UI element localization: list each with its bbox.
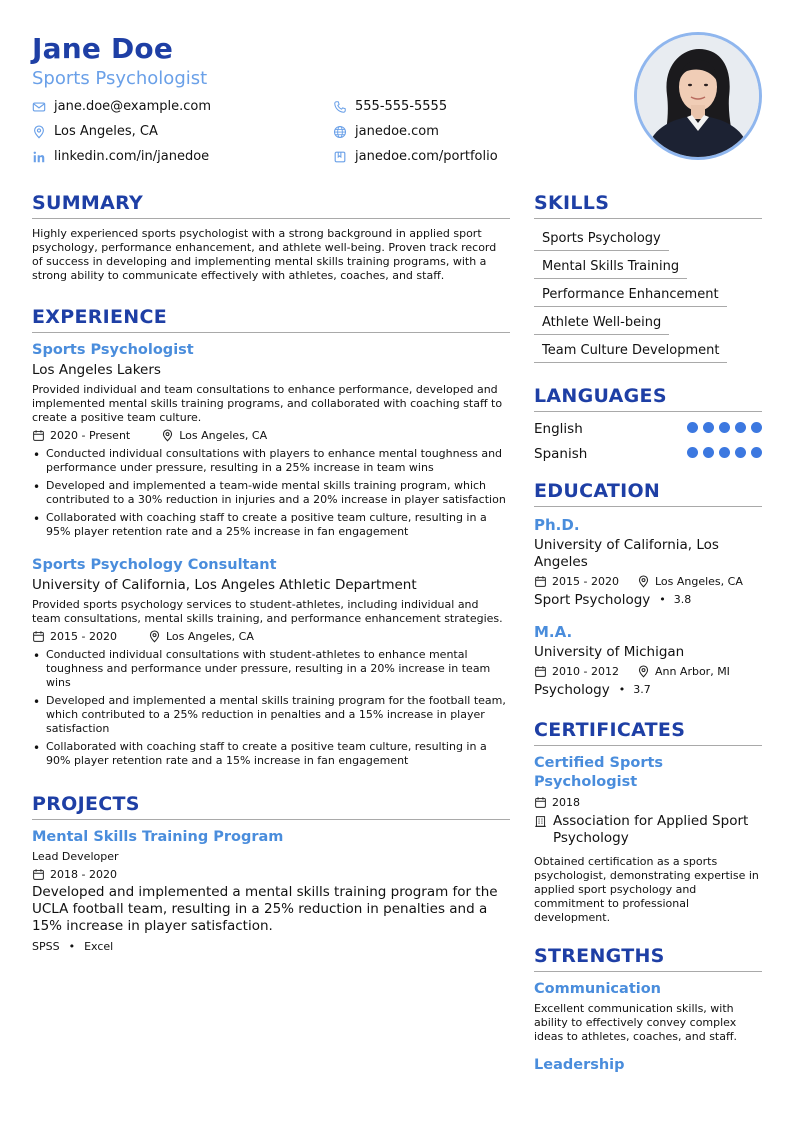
contact-phone[interactable] <box>333 97 613 116</box>
summary-section <box>32 191 510 283</box>
candidate-title: Sports Psychologist <box>32 68 208 89</box>
location-pin-icon <box>148 630 161 643</box>
education-gpa: 3.8 <box>673 593 692 606</box>
certificate-meta <box>534 795 762 810</box>
skill-tag: Sports Psychology <box>534 230 669 251</box>
profile-photo-illustration <box>637 35 759 157</box>
linkedin-icon <box>32 150 46 164</box>
project-entry <box>32 828 510 954</box>
job-achievements <box>32 447 510 539</box>
location-pin-icon <box>637 575 650 588</box>
certificate-description: Obtained certification as a sports psychologist, demonstrating expertise in applied sport psychology and commitment to professional development. <box>534 855 759 924</box>
language-row <box>534 445 762 463</box>
education-section <box>534 479 762 699</box>
contact-location <box>32 122 333 141</box>
portfolio-icon <box>333 150 347 164</box>
language-row <box>534 420 762 438</box>
building-icon <box>534 815 547 828</box>
certificate-organization <box>534 813 762 847</box>
language-level-dots <box>682 420 762 438</box>
education-field-name: Sport Psychology <box>534 592 651 608</box>
project-dates: 2018 - 2020 <box>50 868 117 881</box>
tool-tag: Excel <box>84 940 114 953</box>
location-pin-icon <box>637 665 650 678</box>
level-dot <box>719 422 730 433</box>
language-level-dots <box>682 445 762 463</box>
education-field-name: Psychology <box>534 682 610 698</box>
language-name: English <box>534 421 583 437</box>
project-description: Developed and implemented a mental skills training program for the UCLA football team, resulting in a 25% reduction in penalties and a 15% increase in player satisfaction. <box>32 884 498 934</box>
profile-photo <box>634 32 762 160</box>
job-title: Sports Psychologist <box>32 342 194 358</box>
strength-entry <box>534 1056 762 1075</box>
location-pin-icon <box>161 429 174 442</box>
contact-email[interactable] <box>32 97 333 116</box>
email-icon <box>32 100 46 114</box>
website-text: janedoe.com <box>355 124 439 139</box>
calendar-icon <box>534 796 547 809</box>
experience-entry <box>32 556 510 768</box>
projects-heading: PROJECTS <box>32 792 510 820</box>
skill-tag: Performance Enhancement <box>534 286 727 307</box>
achievement-item: • Conducted individual consultations with players to enhance mental toughness and performance under pressure, resulting in a 25% increase in team wins <box>32 447 510 475</box>
job-location: Los Angeles, CA <box>165 630 254 643</box>
strengths-section <box>534 944 762 1075</box>
globe-icon <box>333 125 347 139</box>
level-dot <box>719 447 730 458</box>
achievement-item: • Developed and implemented a mental skills training program for the football team, which contributed to a 25% reduction in penalties and a 15% increase in player satisfaction <box>32 694 510 736</box>
certificates-section <box>534 718 762 925</box>
job-meta <box>32 629 510 644</box>
candidate-name: Jane Doe <box>32 32 174 65</box>
education-dates: 2015 - 2020 <box>552 575 619 588</box>
strength-description: Excellent communication skills, with ability to effectively convey complex ideas to athletes, coaches, and staff. <box>534 1002 738 1043</box>
project-tools: SPSS • Excel <box>32 940 114 953</box>
job-company: University of California, Los Angeles Athletic Department <box>32 577 417 593</box>
language-name: Spanish <box>534 446 588 462</box>
location-pin-icon <box>32 125 46 139</box>
education-meta <box>534 574 762 589</box>
education-entry <box>534 515 762 609</box>
linkedin-text: linkedin.com/in/janedoe <box>54 149 210 164</box>
job-dates: 2015 - 2020 <box>50 630 117 643</box>
languages-section <box>534 384 762 463</box>
contact-linkedin[interactable] <box>32 147 333 166</box>
achievement-item: • Developed and implemented a team-wide mental skills training program, which contributed to a 30% reduction in injuries and a 20% increase in player satisfaction <box>32 479 510 507</box>
education-field: Sport Psychology • 3.8 <box>534 592 692 608</box>
job-description: Provided sports psychology services to student-athletes, including individual and team consultations, mental skills training, and performance enhancement strategies. <box>32 598 503 625</box>
job-location: Los Angeles, CA <box>179 429 268 442</box>
certificate-organization-name: Association for Applied Sport Psychology <box>553 813 749 846</box>
summary-text: Highly experienced sports psychologist with a strong background in applied sport psychology, performance enhancement, and athlete well-being. Proven track record of success in developing and implementing mental skills training programs, with a strong ability to communicate effectively with athletes, coaches, and staff. <box>32 227 497 282</box>
project-title: Mental Skills Training Program <box>32 829 284 845</box>
experience-entry <box>32 341 510 539</box>
achievement-item: • Collaborated with coaching staff to create a positive team culture, resulting in a 90% player retention rate and a 15% increase in fan engagement <box>32 740 510 768</box>
strengths-heading: STRENGTHS <box>534 944 762 972</box>
education-entry <box>534 622 762 699</box>
level-dot <box>735 422 746 433</box>
contact-website[interactable] <box>333 122 613 141</box>
calendar-icon <box>32 429 45 442</box>
project-role: Lead Developer <box>32 850 119 863</box>
job-achievements <box>32 648 510 768</box>
education-location: Ann Arbor, MI <box>654 665 730 678</box>
certificate-year: 2018 <box>552 796 580 809</box>
skill-tag: Mental Skills Training <box>534 258 687 279</box>
education-degree: Ph.D. <box>534 516 580 534</box>
contact-portfolio[interactable] <box>333 147 613 166</box>
calendar-icon <box>32 630 45 643</box>
level-dot <box>735 447 746 458</box>
level-dot <box>687 422 698 433</box>
contact-list <box>32 97 612 166</box>
languages-heading: LANGUAGES <box>534 384 762 412</box>
achievement-item: • Collaborated with coaching staff to create a positive team culture, resulting in a 95% player retention rate and a 25% increase in fan engagement <box>32 511 510 539</box>
level-dot <box>703 422 714 433</box>
education-heading: EDUCATION <box>534 479 762 507</box>
job-company: Los Angeles Lakers <box>32 362 161 378</box>
achievement-item: • Conducted individual consultations with student-athletes to enhance mental toughness and performance under pressure, resulting in a 20% increase in team wins <box>32 648 510 690</box>
education-degree: M.A. <box>534 623 573 641</box>
education-location: Los Angeles, CA <box>654 575 743 588</box>
strength-title: Leadership <box>534 1057 625 1073</box>
certificate-entry <box>534 754 762 925</box>
location-text: Los Angeles, CA <box>54 124 158 139</box>
experience-heading: EXPERIENCE <box>32 305 510 333</box>
education-school: University of Michigan <box>534 644 685 660</box>
skill-tag: Team Culture Development <box>534 342 727 363</box>
job-title: Sports Psychology Consultant <box>32 557 277 573</box>
job-dates: 2020 - Present <box>50 429 131 442</box>
phone-text: 555-555-5555 <box>355 99 448 114</box>
summary-heading: SUMMARY <box>32 191 510 219</box>
skills-list <box>534 227 762 367</box>
certificate-title: Certified Sports Psychologist <box>534 755 664 790</box>
resume-header <box>32 31 612 166</box>
phone-icon <box>333 100 347 114</box>
project-meta <box>32 867 510 882</box>
education-field: Psychology • 3.7 <box>534 682 651 698</box>
tool-tag: SPSS <box>32 940 60 953</box>
education-dates: 2010 - 2012 <box>552 665 619 678</box>
level-dot <box>703 447 714 458</box>
level-dot <box>751 447 762 458</box>
education-meta <box>534 664 762 679</box>
job-description: Provided individual and team consultations to enhance performance, developed and implemented mental skills training programs, and collaborated with coaching staff to create a positive team culture. <box>32 383 503 424</box>
certificates-heading: CERTIFICATES <box>534 718 762 746</box>
projects-section <box>32 792 510 954</box>
level-dot <box>751 422 762 433</box>
skills-section <box>534 191 762 367</box>
job-meta <box>32 428 510 443</box>
education-school: University of California, Los Angeles <box>534 537 719 570</box>
calendar-icon <box>32 868 45 881</box>
skills-heading: SKILLS <box>534 191 762 219</box>
experience-section <box>32 305 510 768</box>
strength-title: Communication <box>534 981 662 997</box>
education-gpa: 3.7 <box>633 683 651 696</box>
email-text: jane.doe@example.com <box>54 99 212 114</box>
calendar-icon <box>534 665 547 678</box>
calendar-icon <box>534 575 547 588</box>
level-dot <box>687 447 698 458</box>
right-column <box>534 191 762 1075</box>
portfolio-text: janedoe.com/portfolio <box>355 149 498 164</box>
strength-entry <box>534 980 762 1044</box>
left-column <box>32 191 510 954</box>
skill-tag: Athlete Well-being <box>534 314 669 335</box>
